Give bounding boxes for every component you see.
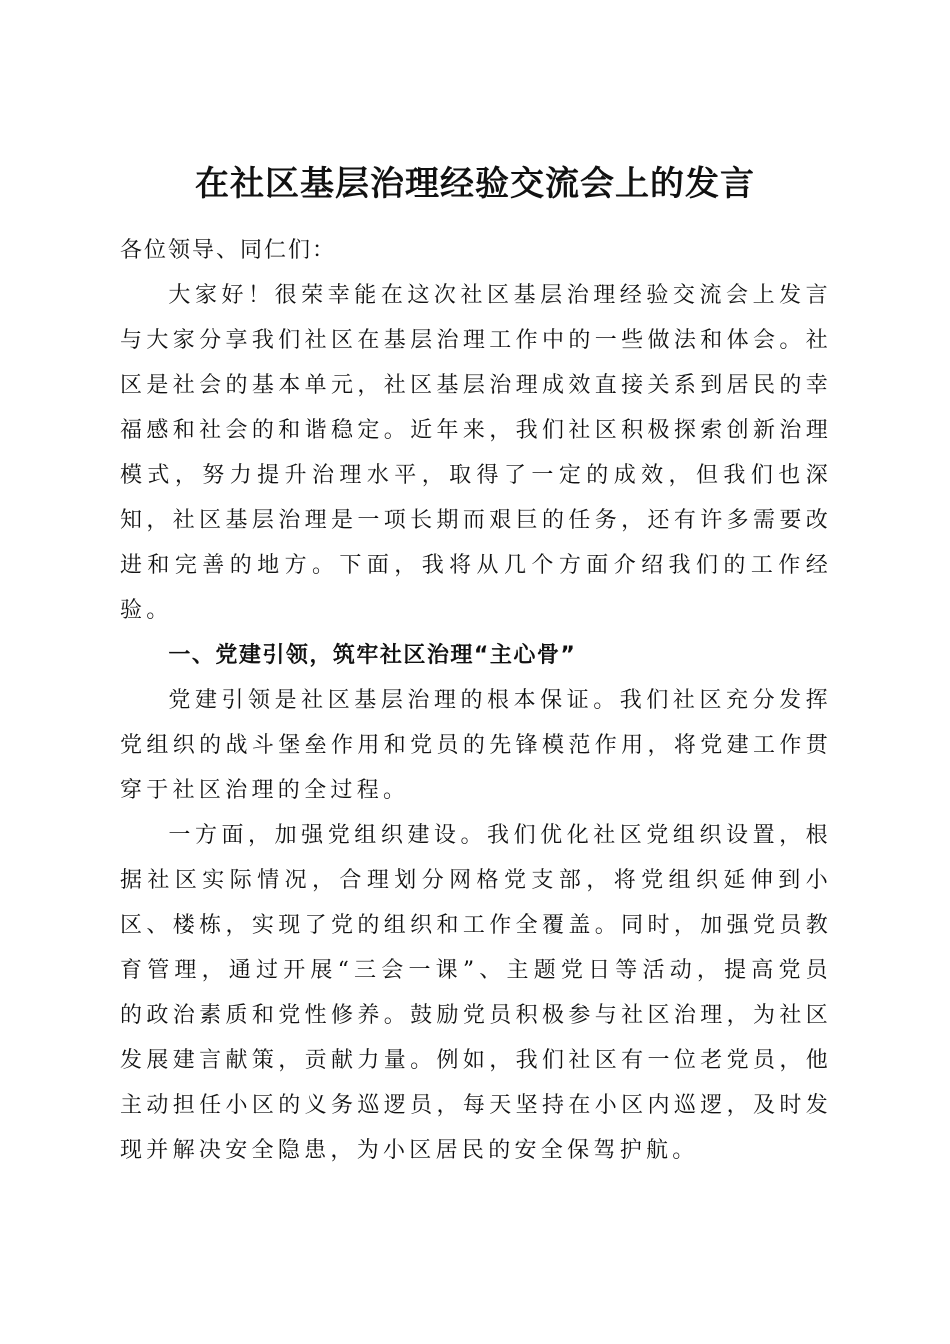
section-paragraph: 一方面，加强党组织建设。我们优化社区党组织设置，根据社区实际情况，合理划分网格党支部，将党组织延伸到小区、楼栋，实现了党的组织和工作全覆盖。同时，加强党员教育管理，通过开展“三会一课”、主题党日等活动，提高党员的政治素质和党性修养。鼓励党员积极参与社区治理，为社区发展建言献策，贡献力量。例如，我们社区有一位老党员，他主动担任小区的义务巡逻员，每天坚持在小区内巡逻，及时发现并解决安全隐患，为小区居民的安全保驾护航。 <box>120 823 832 1163</box>
document-body <box>120 228 832 1173</box>
salutation: 各位领导、同仁们： <box>120 238 337 263</box>
section-paragraph: 党建引领是社区基层治理的根本保证。我们社区充分发挥党组织的战斗堡垒作用和党员的先锋模范作用，将党建工作贯穿于社区治理的全过程。 <box>120 688 832 803</box>
intro-paragraph: 大家好！很荣幸能在这次社区基层治理经验交流会上发言与大家分享我们社区在基层治理工作中的一些做法和体会。社区是社会的基本单元，社区基层治理成效直接关系到居民的幸福感和社会的和谐稳定。近年来，我们社区积极探索创新治理模式，努力提升治理水平，取得了一定的成效，但我们也深知，社区基层治理是一项长期而艰巨的任务，还有许多需要改进和完善的地方。下面，我将从几个方面介绍我们的工作经验。 <box>120 283 832 623</box>
document-title: 在社区基层治理经验交流会上的发言 <box>195 163 755 204</box>
section-heading: 一、党建引领，筑牢社区治理“主心骨” <box>168 643 577 668</box>
